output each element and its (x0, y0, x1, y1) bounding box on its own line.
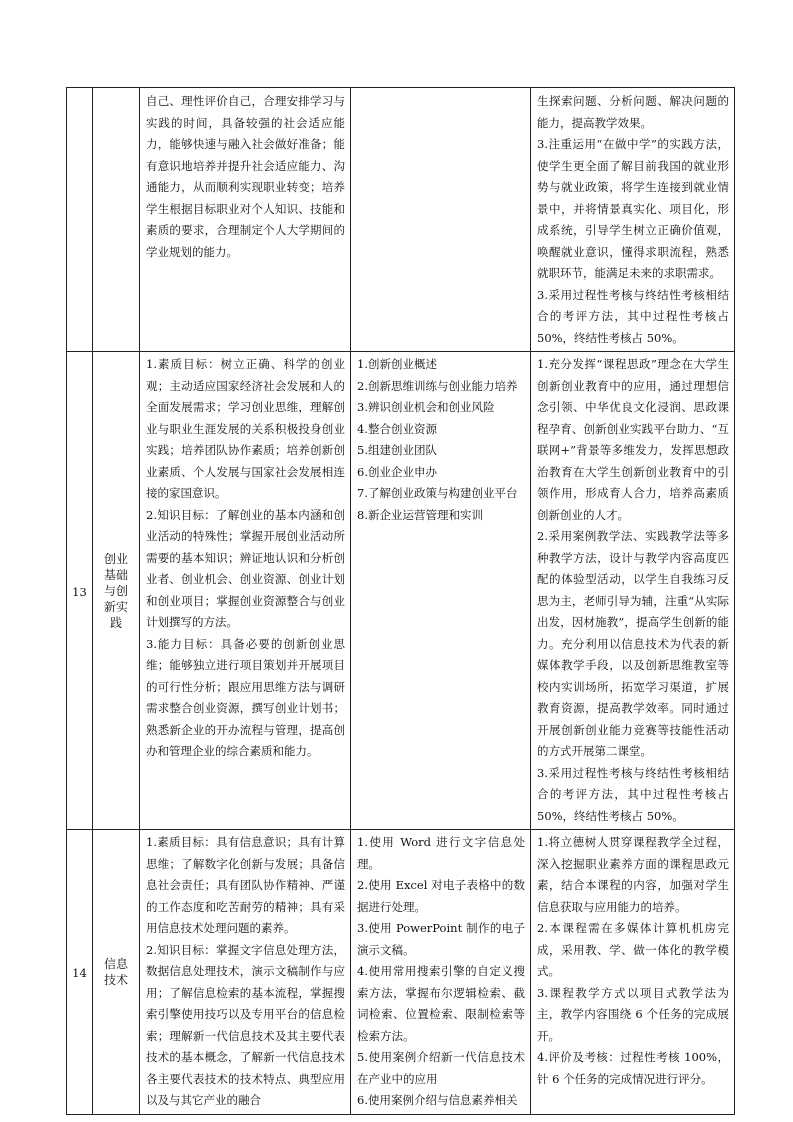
goal-paragraph: 2.知识目标：掌握文字信息处理方法，数据信息处理技术，演示文稿制作与应用；了解信息检索的基本流程，掌握搜索引擎使用技巧以及专用平台的信息检索；理解新一代信息技术及其主要代表技术的基本概念，了解新一代信息技术各主要代表技术的技术特点、典型应用以及与其它产业的融合 (146, 942, 345, 1107)
course-name-cell (93, 352, 140, 830)
method-paragraph: 2.本课程需在多媒体计算机机房完成，采用教、学、做一体化的教学模式。 (537, 921, 729, 978)
content-item: 7.了解创业政策与构建创业平台 (357, 486, 518, 500)
content-item: 1.创新创业概述 (357, 357, 437, 371)
goal-paragraph: 1.素质目标：具有信息意识；具有计算思维；了解数字化创新与发展；具备信息社会责任；具有团队协作精神、严谨的工作态度和吃苦耐劳的精神；具有采用信息技术处理问题的素养。 (146, 835, 345, 935)
content-item: 5.组建创业团队 (357, 443, 437, 457)
methods-cell (531, 830, 735, 1115)
goals-cell (140, 352, 351, 830)
method-paragraph: 3.注重运用“在做中学”的实践方法，使学生更全面了解目前我国的就业形势与就业政策，将学生连接到就业情景中，并将情景真实化、项目化，形成系统，引导学生树立正确价值观，唤醒就业意识，懂得求职流程，熟悉就职环节，能满足未来的求职需求。 (537, 137, 729, 280)
methods-cell (531, 352, 735, 830)
method-paragraph: 1.充分发挥“课程思政”理念在大学生创新创业教育中的应用，通过理想信念引领、中华优良文化浸润、思政课程孕育、创新创业实践平台助力、“互联网+”背景等多维发力，发挥思想政治教育在大学生创新创业教育中的引领作用，形成育人合力，培养高素质创新创业的人才。 (537, 357, 729, 522)
content-item: 8.新企业运营管理和实训 (357, 507, 483, 522)
course-name: 创业基础与创新实践 (103, 551, 128, 630)
table-row (67, 352, 735, 830)
content-item: 5.使用案例介绍新一代信息技术在产业中的应用 (357, 1050, 525, 1086)
goal-paragraph: 自己、理性评价自己，合理安排学习与实践的时间，具备较强的社会适应能力，能够快速与融入社会做好准备；能有意识地培养并提升社会适应能力、沟通能力，从而顺利实现职业转变；培养学生根据目标职业对个人知识、技能和素质的要求，合理制定个人大学期间的学业规划的能力。 (146, 94, 345, 259)
method-paragraph: 生探索问题、分析问题、解决问题的能力，提高教学效果。 (537, 94, 729, 130)
goal-paragraph: 2.知识目标：了解创业的基本内涵和创业活动的特殊性；掌握开展创业活动所需要的基本知识；辨证地认识和分析创业者、创业机会、创业资源、创业计划和创业项目；掌握创业资源整合与创业计划撰写的方法。 (146, 507, 345, 629)
course-name-cell (93, 830, 140, 1115)
content-item: 3.辨识创业机会和创业风险 (357, 400, 495, 414)
content-cell (351, 830, 531, 1115)
method-paragraph: 1.将立德树人贯穿课程教学全过程，深入挖掘职业素养方面的课程思政元素，结合本课程的内容，加强对学生信息获取与应用能力的培养。 (537, 835, 729, 914)
content-item: 4.使用常用搜索引擎的自定义搜索方法，掌握布尔逻辑检索、截词检索、位置检索、限制检索等检索方法。 (357, 964, 525, 1043)
row-number-cell (67, 830, 93, 1115)
content-item: 2.使用 Excel 对电子表格中的数据进行处理。 (357, 878, 525, 914)
methods-cell (531, 88, 735, 352)
method-paragraph: 2.采用案例教学法、实践教学法等多种教学方法，设计与教学内容高度匹配的体验型活动，以学生自我练习反思为主，老师引导为辅，注重“从实际出发，因材施教”，提高学生创新的能力。充分利用以信息技术为代表的新媒体教学手段，以及创新思维教室等校内实训场所，拓宽学习渠道，扩展教育资源，提高教学效率。同时通过开展创新创业能力竞赛等技能性活动的方式开展第二课堂。 (537, 529, 729, 758)
course-name-cell (93, 88, 140, 352)
content-item: 3.使用 PowerPoint 制作的电子演示文稿。 (357, 921, 525, 957)
table-row (67, 88, 735, 352)
content-item: 6.使用案例介绍与信息素养相关 (357, 1093, 518, 1107)
method-paragraph: 3.课程教学方式以项目式教学法为主，教学内容围绕 6 个任务的完成展开。 (537, 985, 729, 1043)
row-number-cell (67, 88, 93, 352)
method-paragraph: 3.采用过程性考核与终结性考核相结合的考评方法，其中过程性考核占50%，终结性考核占 50%。 (537, 287, 729, 345)
content-cell (351, 352, 531, 830)
row-number-cell (67, 352, 93, 830)
content-item: 1.使用 Word 进行文字信息处理。 (357, 835, 525, 871)
row-number: 13 (72, 585, 87, 599)
curriculum-table (66, 87, 735, 1115)
table-row (67, 830, 735, 1115)
method-paragraph: 4.评价及考核：过程性考核 100%，针 6 个任务的完成情况进行评分。 (537, 1050, 729, 1086)
content-item: 4.整合创业资源 (357, 421, 437, 436)
goals-cell (140, 830, 351, 1115)
content-cell (351, 88, 531, 352)
goals-cell (140, 88, 351, 352)
method-paragraph: 3.采用过程性考核与终结性考核相结合的考评方法，其中过程性考核占50%，终结性考核占 50%。 (537, 765, 729, 823)
course-name: 信息技术 (103, 956, 128, 987)
content-item: 2.创新思维训练与创业能力培养 (357, 378, 518, 393)
content-item: 6.创业企业申办 (357, 464, 437, 479)
goal-paragraph: 3.能力目标：具备必要的创新创业思维；能够独立进行项目策划并开展项目的可行性分析；跟应用思维方法与调研需求整合创业资源，撰写创业计划书；熟悉新企业的开办流程与管理，提高创办和管理企业的综合素质和能力。 (146, 636, 345, 758)
goal-paragraph: 1.素质目标：树立正确、科学的创业观；主动适应国家经济社会发展和人的全面发展需求；学习创业思维，理解创业与职业生涯发展的关系积极投身创业实践；培养团队协作素质；培养创新创业素质、个人发展与国家社会发展相连接的家国意识。 (146, 357, 345, 500)
row-number: 14 (72, 966, 87, 981)
